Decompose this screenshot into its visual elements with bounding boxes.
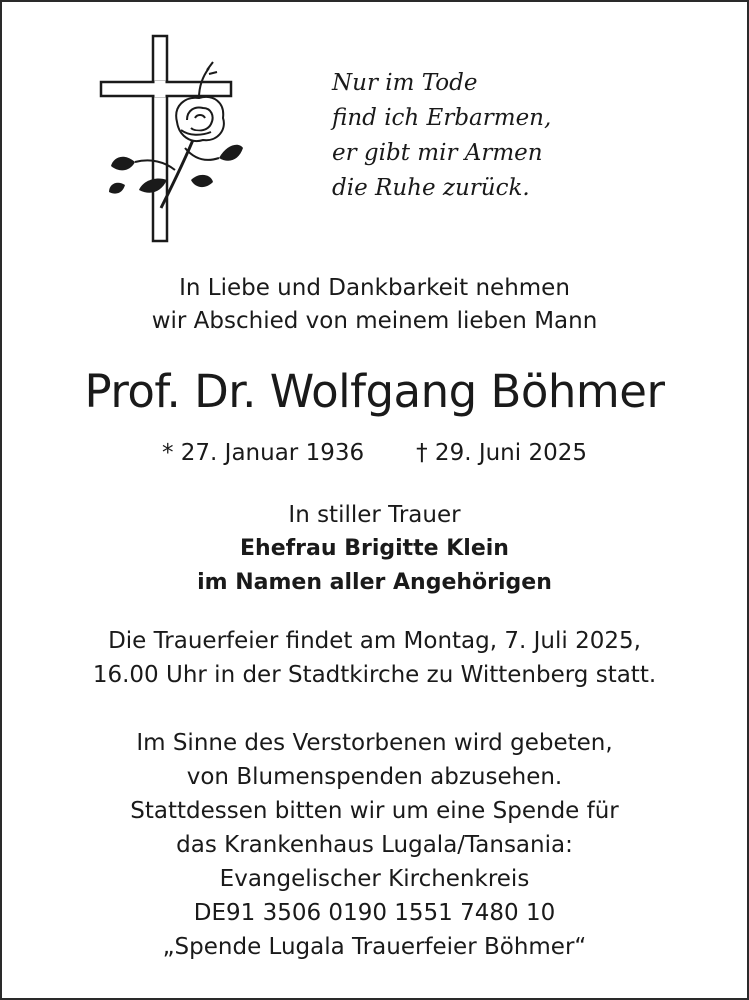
donation-info bbox=[0, 726, 749, 964]
death-date: † 29. Juni 2025 bbox=[416, 440, 587, 466]
intro-line-2: wir Abschied von meinem lieben Mann bbox=[151, 308, 598, 334]
ceremony-line-2: 16.00 Uhr in der Stadtkirche zu Wittenberg statt. bbox=[92, 662, 657, 688]
verse-line: Nur im Tode bbox=[332, 70, 478, 96]
verse-line: er gibt mir Armen bbox=[332, 140, 543, 166]
mourners-family: im Namen aller Angehörigen bbox=[197, 570, 552, 595]
mourners-block bbox=[0, 498, 749, 600]
birth-date: * 27. Januar 1936 bbox=[161, 440, 365, 466]
mourners-intro: In stiller Trauer bbox=[288, 502, 461, 528]
intro-text bbox=[0, 272, 749, 338]
ceremony-line-1: Die Trauerfeier findet am Montag, 7. Juli 2025, bbox=[108, 628, 641, 654]
donation-line: das Krankenhaus Lugala/Tansania: bbox=[176, 832, 573, 858]
verse-line: find ich Erbarmen, bbox=[332, 105, 552, 131]
verse-line: die Ruhe zurück. bbox=[332, 175, 530, 201]
verse bbox=[332, 66, 551, 206]
donation-iban: DE91 3506 0190 1551 7480 10 bbox=[193, 900, 556, 926]
cross-with-rose-icon bbox=[95, 30, 245, 245]
ceremony-info bbox=[0, 624, 749, 692]
donation-line: von Blumenspenden abzusehen. bbox=[186, 764, 563, 790]
donation-reference: „Spende Lugala Trauerfeier Böhmer“ bbox=[162, 934, 587, 960]
donation-line: Stattdessen bitten wir um eine Spende für bbox=[130, 798, 619, 824]
intro-line-1: In Liebe und Dankbarkeit nehmen bbox=[179, 275, 570, 301]
deceased-name: Prof. Dr. Wolfgang Böhmer bbox=[84, 365, 665, 418]
life-dates bbox=[0, 436, 749, 470]
donation-line: Im Sinne des Verstorbenen wird gebeten, bbox=[136, 730, 613, 756]
mourners-spouse: Ehefrau Brigitte Klein bbox=[240, 536, 509, 561]
donation-line: Evangelischer Kirchenkreis bbox=[219, 866, 530, 892]
